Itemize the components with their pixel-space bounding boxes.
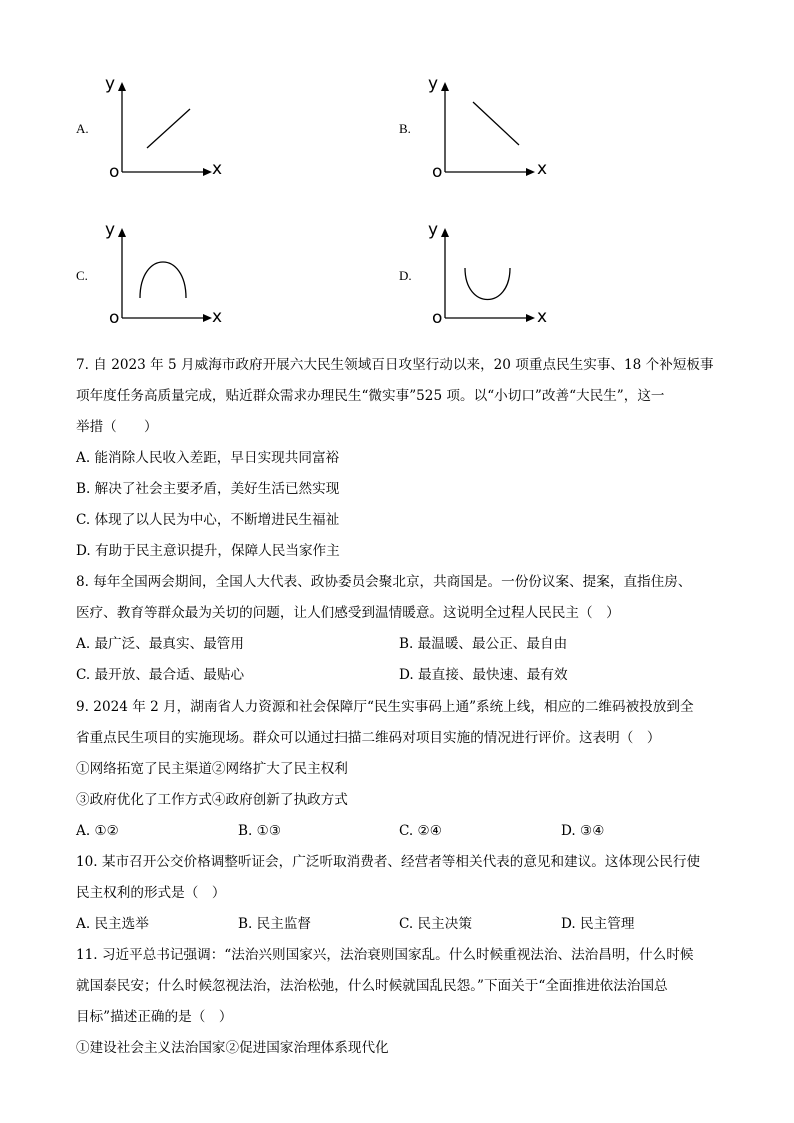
q11-statement-line-1: ①建设社会主义法治国家②促进国家治理体系现代化 xyxy=(76,1040,389,1056)
q8-stem-line-2: 医疗、教育等群众最为关切的问题，让人们感受到温情暖意。这说明全过程人民民主（ ） xyxy=(76,605,620,621)
graph-b-x-label: x xyxy=(537,159,548,179)
q10-stem-line-2: 民主权利的形式是（ ） xyxy=(76,885,226,901)
graph-a-y-label: y xyxy=(105,74,116,94)
q7-option-d[interactable]: D. 有助于民主意识提升，保障人民当家作主 xyxy=(76,543,340,559)
q10-stem-line-1: 10. 某市召开公交价格调整听证会，广泛听取消费者、经营者等相关代表的意见和建议。这体现公民行使 xyxy=(76,854,701,870)
graph-a-plot xyxy=(114,82,214,174)
q10-option-b[interactable]: B. 民主监督 xyxy=(238,916,312,932)
graph-b-plot xyxy=(437,82,537,174)
q8-option-c[interactable]: C. 最开放、最合适、最贴心 xyxy=(76,667,245,683)
graph-c-origin-label: o xyxy=(109,308,120,328)
q9-option-b[interactable]: B. ①③ xyxy=(238,823,282,839)
q11-stem-line-2: 就国泰民安；什么时候忽视法治，法治松弛，什么时候就国乱民怨。”下面关于“全面推进依法治国总 xyxy=(76,978,668,994)
graph-c-y-label: y xyxy=(105,220,116,240)
graph-b-y-label: y xyxy=(428,74,439,94)
q7-option-b[interactable]: B. 解决了社会主要矛盾，美好生活已然实现 xyxy=(76,481,340,497)
q11-stem-line-3: 目标”描述正确的是（ ） xyxy=(76,1009,233,1025)
q10-option-d[interactable]: D. 民主管理 xyxy=(561,916,635,932)
q7-option-c[interactable]: C. 体现了以人民为中心，不断增进民生福祉 xyxy=(76,512,340,528)
graph-b-y-arrow xyxy=(441,82,449,91)
graph-a-curve xyxy=(147,109,190,148)
q10-option-c[interactable]: C. 民主决策 xyxy=(399,916,472,932)
q7-stem-line-1: 7. 自 2023 年 5 月威海市政府开展六大民生领域百日攻坚行动以来，20 项重点民生实事、18 个补短板事 xyxy=(76,357,714,373)
graph-c-x-arrow xyxy=(203,314,212,322)
graph-c-y-arrow xyxy=(118,228,126,237)
graph-a-label: A. xyxy=(76,121,89,136)
graph-b-curve xyxy=(473,102,519,145)
q9-stem-line-2: 省重点民生项目的实施现场。群众可以通过扫描二维码对项目实施的情况进行评价。这表明（ ） xyxy=(76,730,661,746)
graph-c-curve xyxy=(140,262,186,298)
graph-d-x-arrow xyxy=(526,314,535,322)
graph-d-label: D. xyxy=(399,268,412,283)
q7-option-a[interactable]: A. 能消除人民收入差距，早日实现共同富裕 xyxy=(76,450,340,466)
q9-option-d[interactable]: D. ③④ xyxy=(561,823,605,839)
graph-a-x-arrow xyxy=(203,168,212,176)
q9-statement-line-2: ③政府优化了工作方式④政府创新了执政方式 xyxy=(76,792,348,808)
graph-d-curve xyxy=(465,268,510,300)
q8-option-a[interactable]: A. 最广泛、最真实、最管用 xyxy=(76,636,244,652)
q8-option-d[interactable]: D. 最直接、最快速、最有效 xyxy=(399,667,568,683)
q10-option-a[interactable]: A. 民主选举 xyxy=(76,916,149,932)
graph-d-y-arrow xyxy=(441,228,449,237)
q7-stem-line-3: 举措（ ） xyxy=(76,419,158,435)
q9-statement-line-1: ①网络拓宽了民主渠道②网络扩大了民主权利 xyxy=(76,761,348,777)
graph-b-x-arrow xyxy=(526,168,535,176)
graph-a-origin-label: o xyxy=(109,162,120,182)
graph-c-x-label: x xyxy=(212,307,223,327)
graph-a-x-label: x xyxy=(212,159,223,179)
q11-stem-line-1: 11. 习近平总书记强调：“法治兴则国家兴，法治衰则国家乱。什么时候重视法治、法治昌明，什么时候 xyxy=(76,947,694,963)
graph-d-origin-label: o xyxy=(432,308,443,328)
graph-d-y-label: y xyxy=(428,220,439,240)
graph-d-plot xyxy=(437,228,537,320)
graph-b-label: B. xyxy=(399,121,411,136)
q8-option-b[interactable]: B. 最温暖、最公正、最自由 xyxy=(399,636,568,652)
graph-b-origin-label: o xyxy=(432,162,443,182)
graph-a-y-arrow xyxy=(118,82,126,91)
graph-c-plot xyxy=(114,228,214,320)
q9-option-a[interactable]: A. ①② xyxy=(76,823,119,839)
q9-option-c[interactable]: C. ②④ xyxy=(399,823,442,839)
q9-stem-line-1: 9. 2024 年 2 月，湖南省人力资源和社会保障厅“民生实事码上通”系统上线，相应的二维码被投放到全 xyxy=(76,699,694,715)
q7-stem-line-2: 项年度任务高质量完成，贴近群众需求办理民生“微实事”525 项。以“小切口”改善“大民生”，这一 xyxy=(76,388,665,404)
graph-c-label: C. xyxy=(76,268,88,283)
q8-stem-line-1: 8. 每年全国两会期间，全国人大代表、政协委员会聚北京，共商国是。一份份议案、提案，直指住房、 xyxy=(76,574,692,590)
graph-d-x-label: x xyxy=(537,307,548,327)
